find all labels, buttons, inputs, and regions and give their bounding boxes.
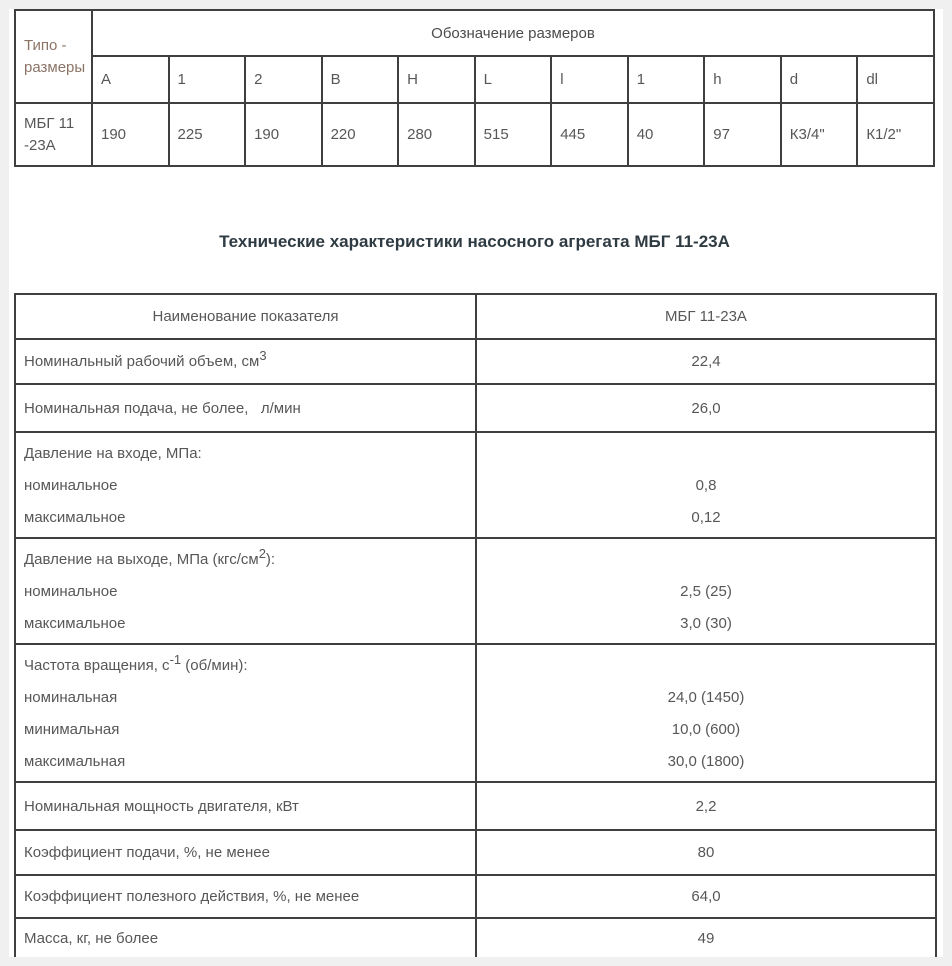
name-column-header: Наименование показателя bbox=[15, 294, 476, 339]
column-header-L: L bbox=[475, 56, 552, 103]
value-column-header: МБГ 11-23А bbox=[476, 294, 936, 339]
spacer-line bbox=[485, 544, 927, 576]
dimensions-table bbox=[14, 9, 935, 167]
superscript: 2 bbox=[258, 546, 266, 561]
sub-value: 30,0 (1800) bbox=[667, 753, 745, 770]
sub-label: максимальное bbox=[24, 509, 126, 526]
column-header-dl: dl bbox=[857, 56, 934, 103]
row-label: Коэффициент полезного действия, %, не менее bbox=[15, 875, 476, 918]
row-value: 64,0 bbox=[476, 875, 936, 918]
dims-header-row bbox=[15, 10, 934, 56]
dimension-value: 225 bbox=[169, 103, 246, 166]
table-row bbox=[15, 830, 936, 875]
row-label-group bbox=[15, 432, 476, 538]
sub-value: 3,0 (30) bbox=[680, 615, 732, 632]
sub-label: номинальное bbox=[24, 477, 118, 494]
row-label: Номинальный рабочий объем, см3 bbox=[15, 339, 476, 384]
column-header-A: A bbox=[92, 56, 169, 103]
sub-label: минимальная bbox=[24, 721, 120, 738]
sub-label: номинальное bbox=[24, 583, 118, 600]
column-header-B: B bbox=[322, 56, 399, 103]
type-sizes-label: Типо - размеры bbox=[15, 10, 92, 103]
sub-value: 2,5 (25) bbox=[680, 583, 732, 600]
spacer-line bbox=[485, 650, 927, 682]
table-row bbox=[15, 339, 936, 384]
section-title: Технические характеристики насосного агрегата МБГ 11-23А bbox=[219, 232, 730, 251]
column-header-H: H bbox=[398, 56, 475, 103]
superscript: -1 bbox=[169, 652, 182, 667]
specs-header-row bbox=[15, 294, 936, 339]
dimension-value: 280 bbox=[398, 103, 475, 166]
row-value: 26,0 bbox=[476, 384, 936, 432]
row-value: 49 bbox=[476, 918, 936, 959]
row-label: Номинальная мощность двигателя, кВт bbox=[15, 782, 476, 830]
table-row bbox=[15, 918, 936, 959]
table-row bbox=[15, 538, 936, 644]
dimension-value: 445 bbox=[551, 103, 628, 166]
superscript: 3 bbox=[259, 348, 267, 363]
dimension-value: 515 bbox=[475, 103, 552, 166]
row-value-group bbox=[476, 644, 936, 782]
sub-label: максимальная bbox=[24, 753, 126, 770]
sub-value: 0,12 bbox=[691, 509, 721, 526]
row-label: Давление на входе, МПа: bbox=[24, 445, 202, 462]
column-header-2: 2 bbox=[245, 56, 322, 103]
dimension-value: К3/4" bbox=[781, 103, 858, 166]
table-row bbox=[15, 432, 936, 538]
dimension-value: 40 bbox=[628, 103, 705, 166]
sub-label: максимальное bbox=[24, 615, 126, 632]
dimension-value: 190 bbox=[92, 103, 169, 166]
row-value-group bbox=[476, 538, 936, 644]
column-header-l: l bbox=[551, 56, 628, 103]
row-label: Коэффициент подачи, %, не менее bbox=[15, 830, 476, 875]
row-label: Масса, кг, не более bbox=[15, 918, 476, 959]
row-value: 80 bbox=[476, 830, 936, 875]
row-label-group bbox=[15, 644, 476, 782]
table-row bbox=[15, 384, 936, 432]
row-label: Давление на выходе, МПа (кгс/см2): bbox=[24, 546, 276, 568]
column-header-d: d bbox=[781, 56, 858, 103]
column-header-h: h bbox=[704, 56, 781, 103]
column-header-1: 1 bbox=[169, 56, 246, 103]
sub-value: 0,8 bbox=[695, 477, 717, 494]
table-row bbox=[15, 644, 936, 782]
row-label: Частота вращения, с-1 (об/мин): bbox=[24, 652, 248, 674]
dimension-value: К1/2" bbox=[857, 103, 934, 166]
model-label: МБГ 11 -23А bbox=[15, 103, 92, 166]
sub-value: 10,0 (600) bbox=[671, 721, 741, 738]
specs-table bbox=[14, 293, 937, 960]
dimension-value: 220 bbox=[322, 103, 399, 166]
column-header-1b: 1 bbox=[628, 56, 705, 103]
sub-label: номинальная bbox=[24, 689, 118, 706]
row-value: 22,4 bbox=[476, 339, 936, 384]
row-label: Номинальная подача, не более, л/мин bbox=[15, 384, 476, 432]
row-value-group bbox=[476, 432, 936, 538]
dims-data-row bbox=[15, 103, 934, 166]
dimension-designation-header: Обозначение размеров bbox=[92, 10, 934, 56]
spacer-line bbox=[485, 438, 927, 470]
table-row bbox=[15, 875, 936, 918]
table-row bbox=[15, 782, 936, 830]
row-label-group bbox=[15, 538, 476, 644]
dimension-value: 97 bbox=[704, 103, 781, 166]
dims-subheader-row bbox=[15, 56, 934, 103]
sub-value: 24,0 (1450) bbox=[667, 689, 745, 706]
dimension-value: 190 bbox=[245, 103, 322, 166]
row-value: 2,2 bbox=[476, 782, 936, 830]
